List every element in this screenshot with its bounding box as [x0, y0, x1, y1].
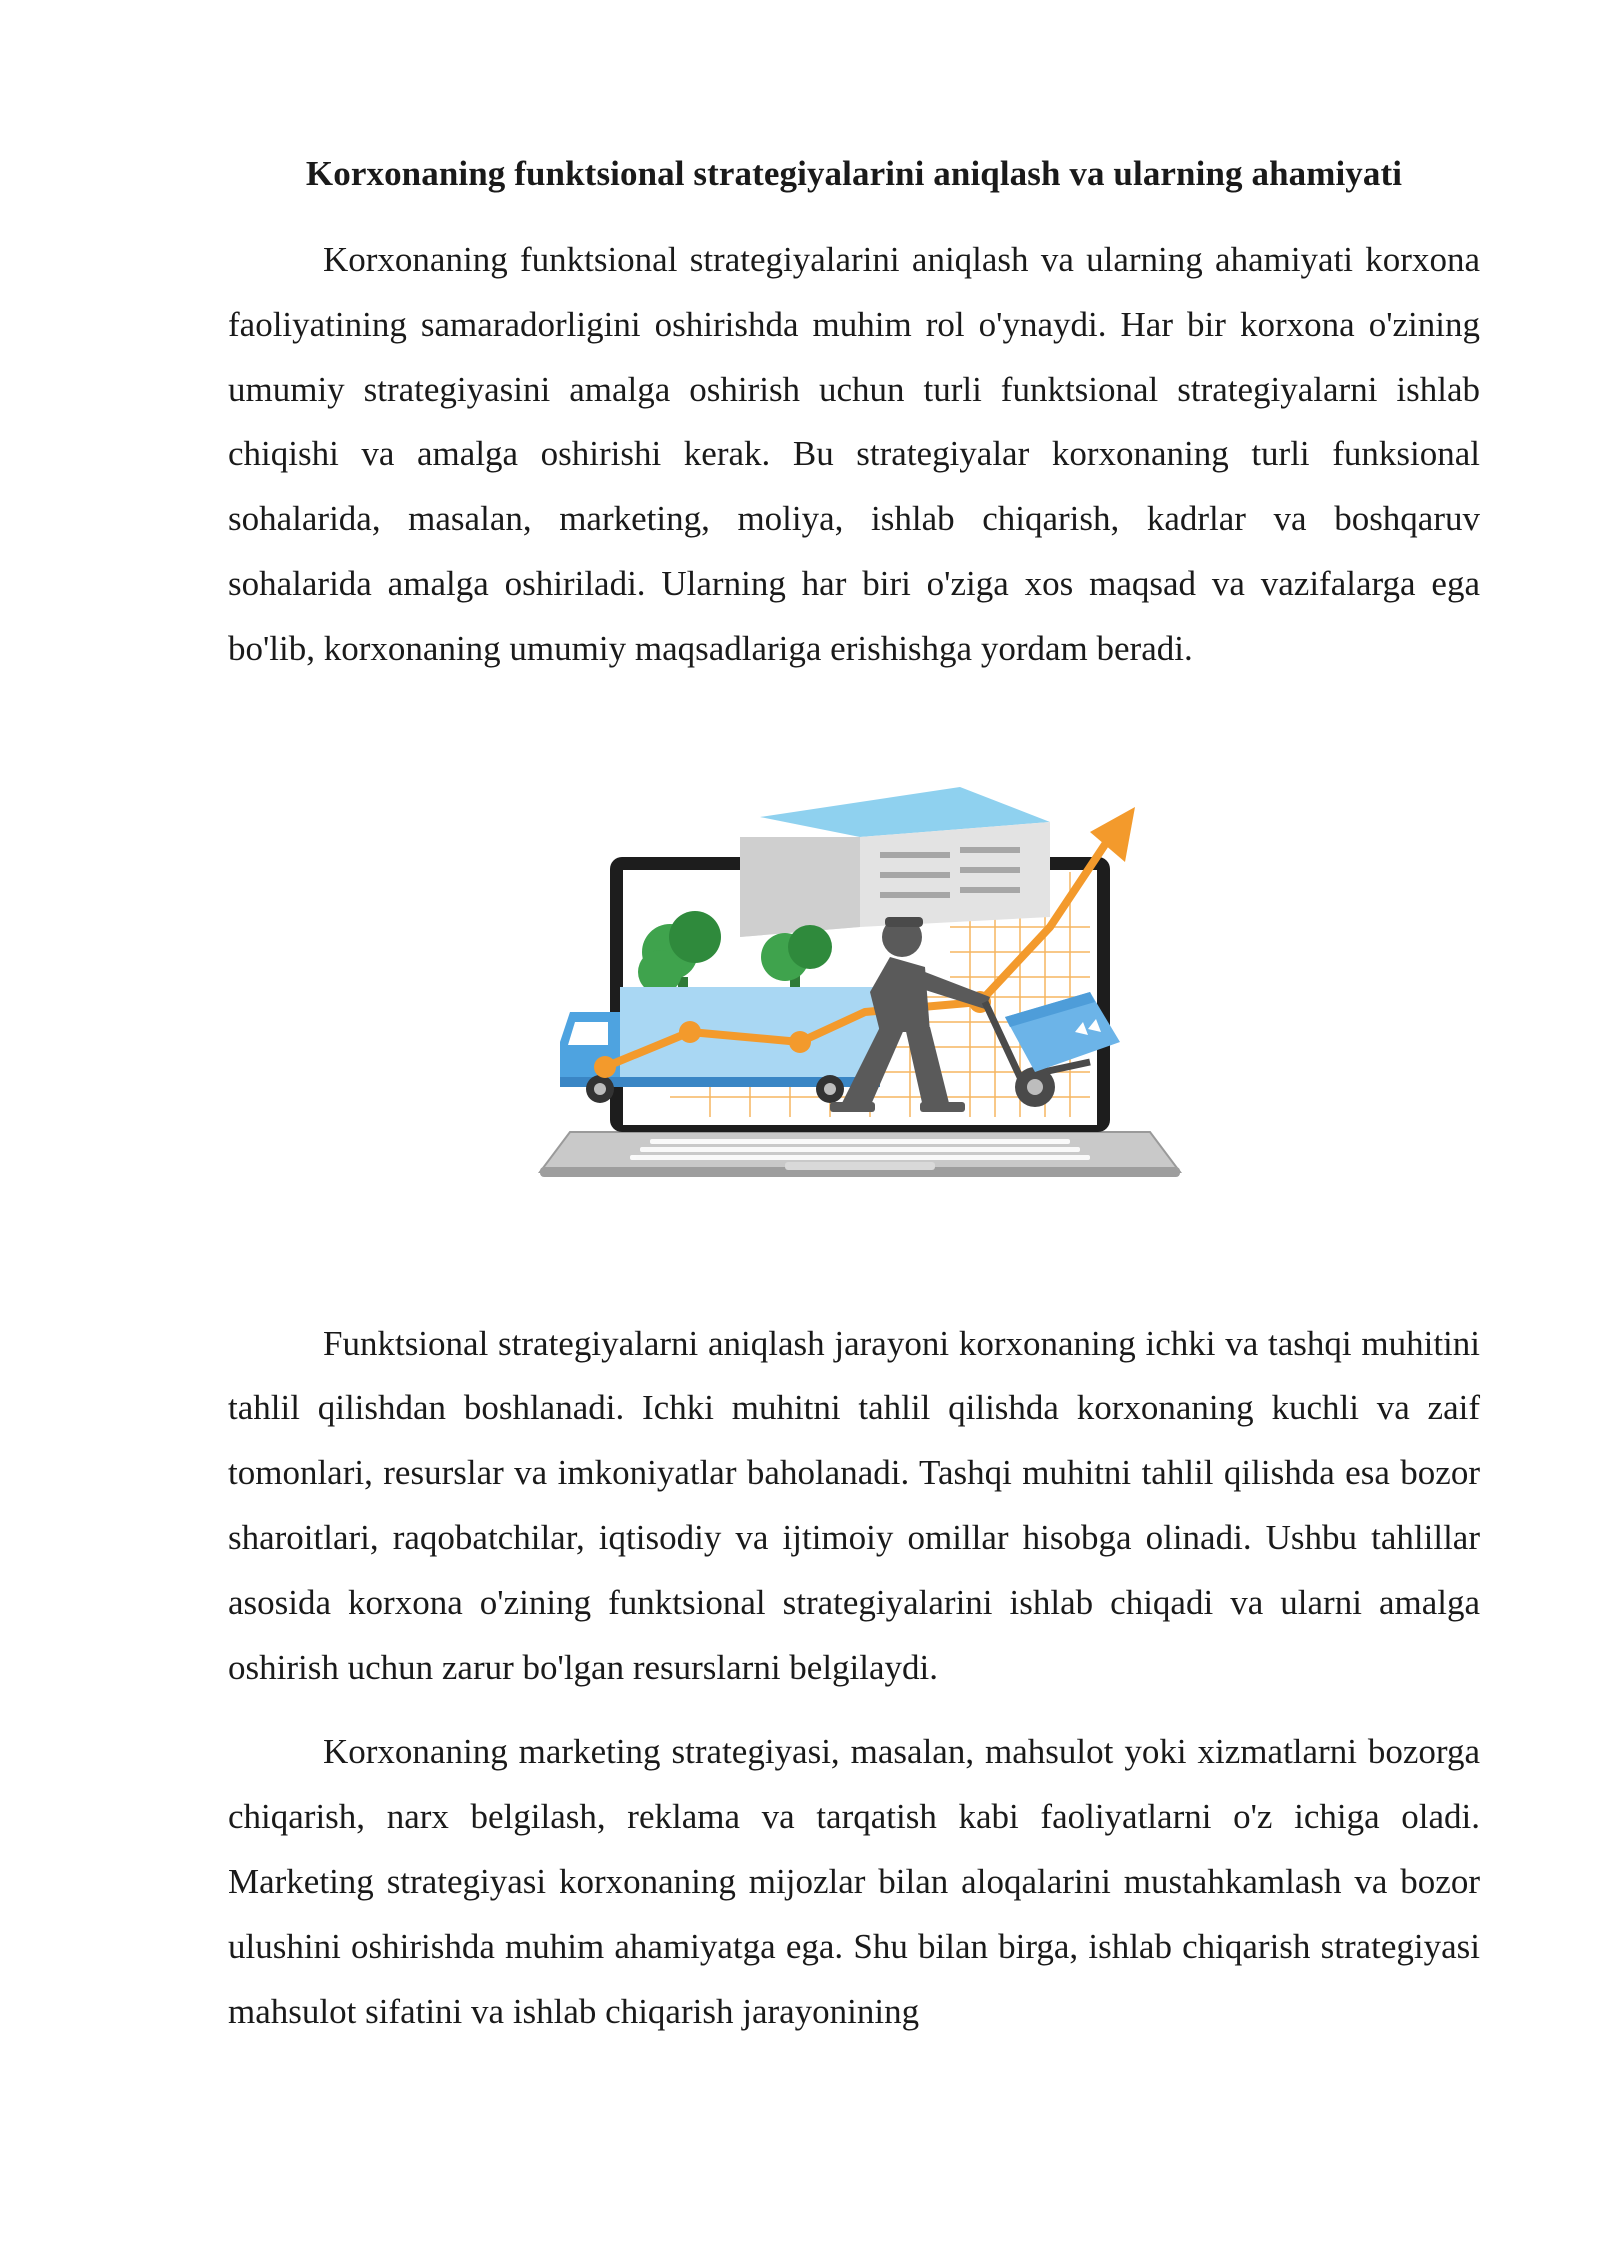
laptop-trackpad	[785, 1162, 935, 1170]
delivery-truck-icon	[560, 987, 880, 1103]
document-page	[228, 150, 1480, 2044]
paragraph-3: Korxonaning marketing strategiyasi, masalan, mahsulot yoki xizmatlarni bozorga chiqarish, narx belgilash, reklama va tarqatish kabi faoliyatlarni o'z ichiga oladi. Marketing strategiyasi korxonaning mijozlar bilan aloqalarini mustahkamlash va bozor ulushini oshirishda muhim ahamiyatga ega. Shu bilan birga, ishlab chiqarish strategiyasi mahsulot sifatini va ishlab chiqarish jarayonining	[228, 1732, 1480, 2031]
paragraph-1: Korxonaning funktsional strategiyalarini aniqlash va ularning ahamiyati korxona faoliyatining samaradorligini oshirishda muhim rol o'ynaydi. Har bir korxona o'zining umumiy strategiyasini amalga oshirish uchun turli funktsional strategiyalarni ishlab chiqishi va amalga oshirishi kerak. Bu strategiyalar korxonaning turli funksional sohalarida, masalan, marketing, moliya, ishlab chiqarish, kadrlar va boshqaruv sohalarida amalga oshiriladi. Ularning har biri o'ziga xos maqsad va vazifalarga ega bo'lib, korxonaning umumiy maqsadlariga erishishga yordam beradi.	[228, 240, 1480, 668]
logistics-growth-laptop-illustration-icon	[530, 777, 1190, 1177]
warehouse-front	[740, 837, 860, 937]
paragraph-2: Funktsional strategiyalarni aniqlash jarayoni korxonaning ichki va tashqi muhitini tahlil qilishdan boshlanadi. Ichki muhitni tahlil qilishda korxonaning kuchli va zaif tomonlari, resurslar va imkoniyatlar baholanadi. Tashqi muhitni tahlil qilishda esa bozor sharoitlari, raqobatchilar, iqtisodiy va ijtimoiy omillar hisobga olinadi. Ushbu tahlillar asosida korxona o'zining funktsional strategiyalarini ishlab chiqadi va ularni amalga oshirish uchun zarur bo'lgan resurslarni belgilaydi.	[228, 1323, 1480, 1687]
document-title: Korxonaning funktsional strategiyalarini aniqlash va ularning ahamiyati	[305, 154, 1403, 193]
illustration-figure	[228, 722, 1480, 1262]
keyboard	[630, 1139, 1090, 1160]
